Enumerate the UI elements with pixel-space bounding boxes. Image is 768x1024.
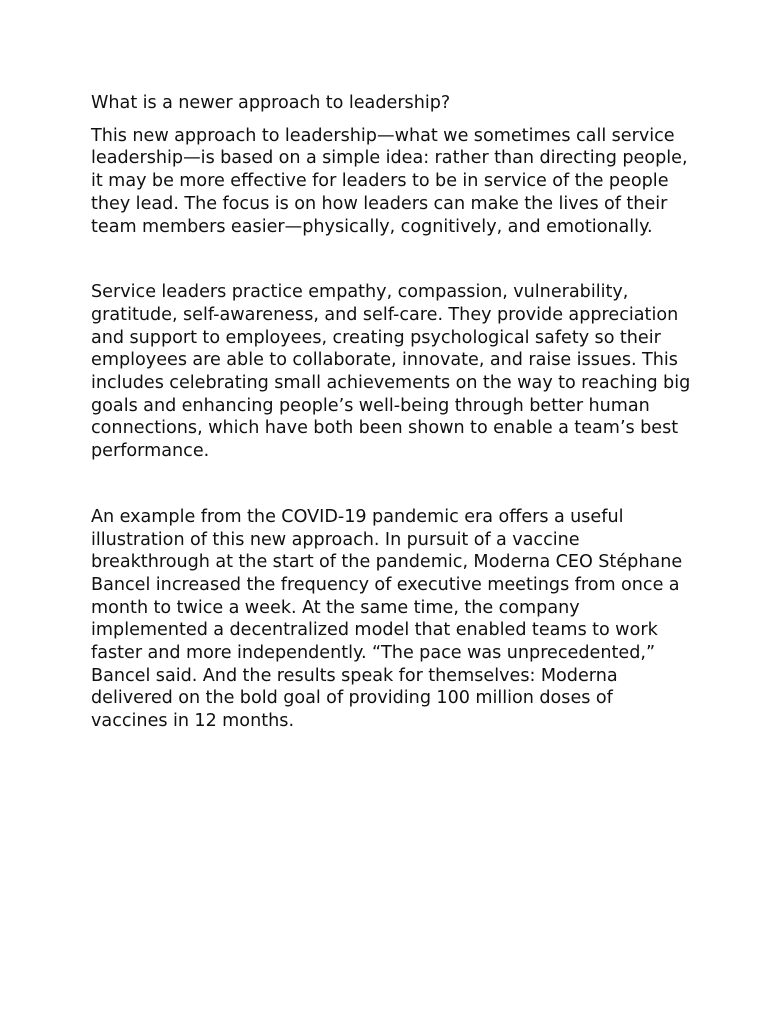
document-body	[91, 92, 691, 776]
paragraph-service-leadership: This new approach to leadership—what we sometimes call service leadership—is based on a simple idea: rather than directing people, it may be more effective for leaders to be in service of the people they lead. The focus is on how leaders can make the lives of their team members easier—physically, cognitively, and emotionally.	[91, 125, 688, 237]
paragraph-service-leader-practices: Service leaders practice empathy, compassion, vulnerability, gratitude, self-awareness, and self-care. They provide appreciation and support to employees, creating psychological safety so their employees are able to collaborate, innovate, and raise issues. This includes celebrating small achievements on the way to reaching big goals and enhancing people’s well-being through better human connections, which have both been shown to enable a team’s best performance.	[91, 282, 691, 462]
document-heading: What is a newer approach to leadership?	[91, 93, 451, 113]
paragraph-moderna-example: An example from the COVID-19 pandemic era offers a useful illustration of this new approach. In pursuit of a vaccine breakthrough at the start of the pandemic, Moderna CEO Stéphane Bancel increased the frequency of executive meetings from once a month to twice a week. At the same time, the company implemented a decentralized model that enabled teams to work faster and more independently. “The pace was unprecedented,” Bancel said. And the results speak for themselves: Moderna delivered on the bold goal of providing 100 million doses of vaccines in 12 months.	[91, 506, 683, 732]
